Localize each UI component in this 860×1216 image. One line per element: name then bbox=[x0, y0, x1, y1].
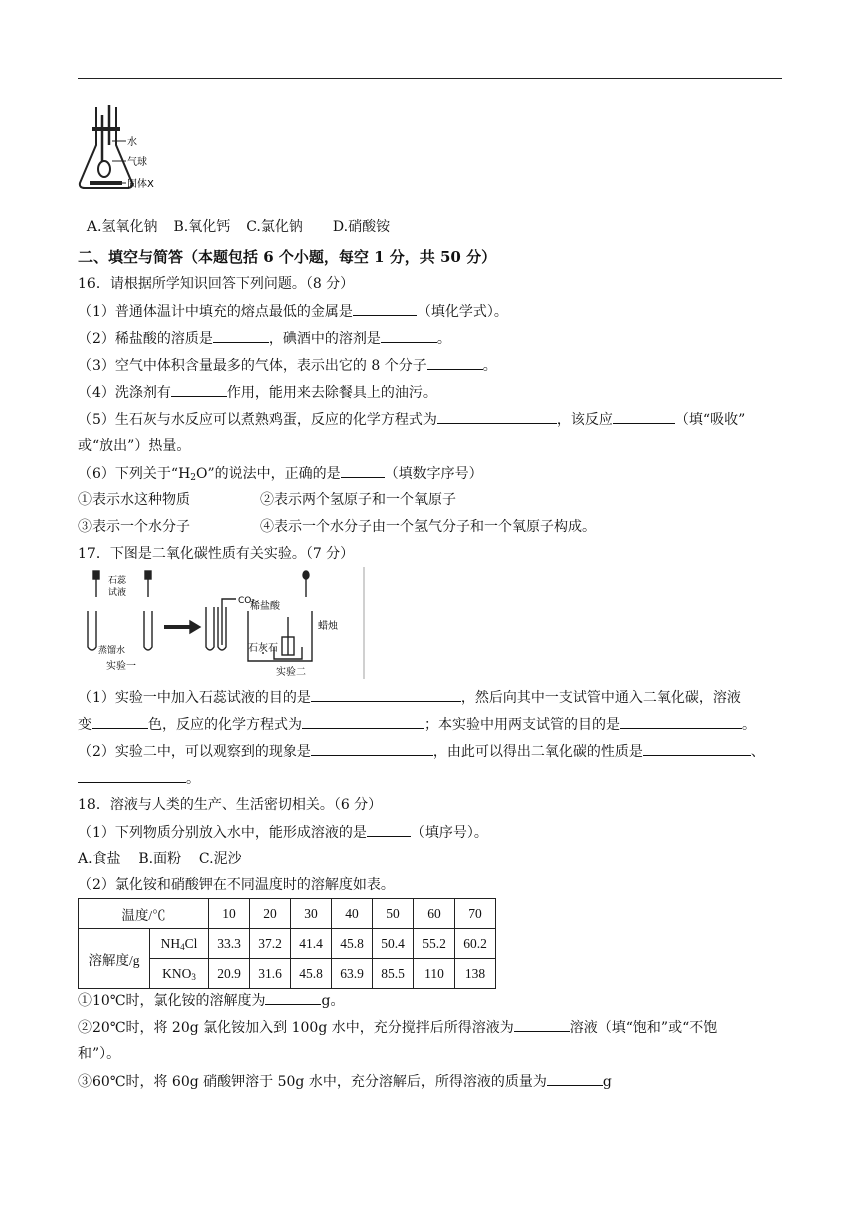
q18-answer2: ②20℃时，将 20g 氯化铵加入到 100g 水中，充分搅拌后所得溶液为 溶液（填“饱和”或“不饱 bbox=[78, 1020, 718, 1036]
q18-part2: （2）氯化铵和硝酸钾在不同温度时的溶解度如表。 bbox=[78, 877, 395, 893]
label-acid: 稀盐酸 bbox=[250, 601, 280, 612]
label-litmus2: 试液 bbox=[108, 588, 127, 598]
q17-part2-cont: 。 bbox=[78, 769, 200, 788]
flask-figure bbox=[76, 105, 176, 193]
option-d: D.硝酸铵 bbox=[332, 219, 391, 235]
q16-part6: （6）下列关于“$H_2O$”的说法中，正确的是 （填数字序号） bbox=[78, 466, 483, 483]
q16-part5: （5）生石灰与水反应可以煮熟鸡蛋，反应的化学方程式为 ，该反应 （填“吸收” bbox=[78, 412, 746, 428]
q16-option1: ①表示水这种物质 bbox=[78, 492, 190, 508]
option-c: C.氯化钠 bbox=[246, 219, 303, 235]
label-exp1: 实验一 bbox=[106, 661, 136, 672]
q17-part1-cont: 变 色，反应的化学方程式为 ；本实验中用两支试管的目的是 。 bbox=[78, 717, 756, 733]
q16-option2: ②表示两个氢原子和一个氧原子 bbox=[260, 492, 456, 508]
label-distilled-water: 蒸馏水 bbox=[98, 646, 126, 656]
row-name-nh4cl: $NH_4Cl$ bbox=[150, 929, 209, 959]
q17-part2: （2）实验二中，可以观察到的现象是 ，由此可以得出二氧化碳的性质是 、 bbox=[78, 744, 765, 760]
q16-title: 16．请根据所学知识回答下列问题。（8 分） bbox=[78, 276, 355, 292]
q16-part1: （1）普通体温计中填充的熔点最低的金属是 （填化学式）。 bbox=[78, 304, 508, 320]
q18-title: 18．溶液与人类的生产、生活密切相关。（6 分） bbox=[78, 797, 383, 813]
q17-part1: （1）实验一中加入石蕊试液的目的是 ，然后向其中一支试管中通入二氧化碳，溶液 bbox=[78, 690, 741, 706]
table-row: 溶解度/g $NH_4Cl$ 33.3 37.2 41.4 45.8 50.4 55.2 60.2 bbox=[79, 929, 496, 959]
q16-option4: ④表示一个水分子由一个氢气分子和一个氧原子构成。 bbox=[260, 519, 596, 535]
q16-part3: （3）空气中体积含量最多的气体，表示出它的 8 个分子 。 bbox=[78, 358, 497, 374]
co2-experiment-figure bbox=[78, 567, 368, 679]
q16-part2: （2）稀盐酸的溶质是 ，碘酒中的溶剂是 。 bbox=[78, 331, 451, 347]
q18-answer2-cont: 和”）。 bbox=[78, 1046, 121, 1062]
q17-title: 17．下图是二氧化碳性质有关实验。（7 分） bbox=[78, 546, 355, 562]
label-co2: CO₂ bbox=[238, 596, 255, 606]
section-heading: 二、填空与简答（本题包括 6 个小题，每空 1 分，共 50 分） bbox=[78, 248, 497, 266]
q18-part1: （1）下列物质分别放入水中，能形成溶液的是 （填序号）。 bbox=[78, 825, 488, 841]
header-rule bbox=[78, 78, 782, 79]
solubility-table bbox=[78, 898, 496, 989]
q16-option3: ③表示一个水分子 bbox=[78, 519, 190, 535]
label-exp2: 实验二 bbox=[276, 667, 306, 678]
table-row: $KNO_3$ 20.9 31.6 45.8 63.9 85.5 110 138 bbox=[79, 959, 496, 989]
q18-answer1: ①10℃时，氯化铵的溶解度为 g。 bbox=[78, 993, 345, 1009]
q16-part5-cont: 或“放出”）热量。 bbox=[78, 438, 191, 454]
label-candle: 蜡烛 bbox=[318, 621, 338, 632]
label-limestone: 石灰石 bbox=[248, 643, 278, 654]
label-solid: 固体X bbox=[127, 179, 154, 190]
row-group-label: 溶解度/g bbox=[79, 929, 150, 989]
header-label: 温度/℃ bbox=[79, 899, 209, 929]
table-header-row: 温度/℃ 10 20 30 40 50 60 70 bbox=[79, 899, 496, 929]
label-water: 水 bbox=[127, 137, 137, 148]
option-a: A.氢氧化钠 bbox=[86, 219, 158, 235]
label-balloon: 气球 bbox=[127, 157, 147, 168]
q15-options bbox=[78, 200, 390, 236]
option-b: B.氧化钙 bbox=[173, 219, 231, 235]
q18-answer3: ③60℃时，将 60g 硝酸钾溶于 50g 水中，充分溶解后，所得溶液的质量为 g bbox=[78, 1074, 612, 1090]
q18-options: A.食盐 B.面粉 C.泥沙 bbox=[78, 851, 242, 867]
label-litmus: 石蕊 bbox=[108, 576, 127, 586]
q16-part4: （4）洗涤剂有 作用，能用来去除餐具上的油污。 bbox=[78, 385, 437, 401]
row-name-kno3: $KNO_3$ bbox=[150, 959, 209, 989]
